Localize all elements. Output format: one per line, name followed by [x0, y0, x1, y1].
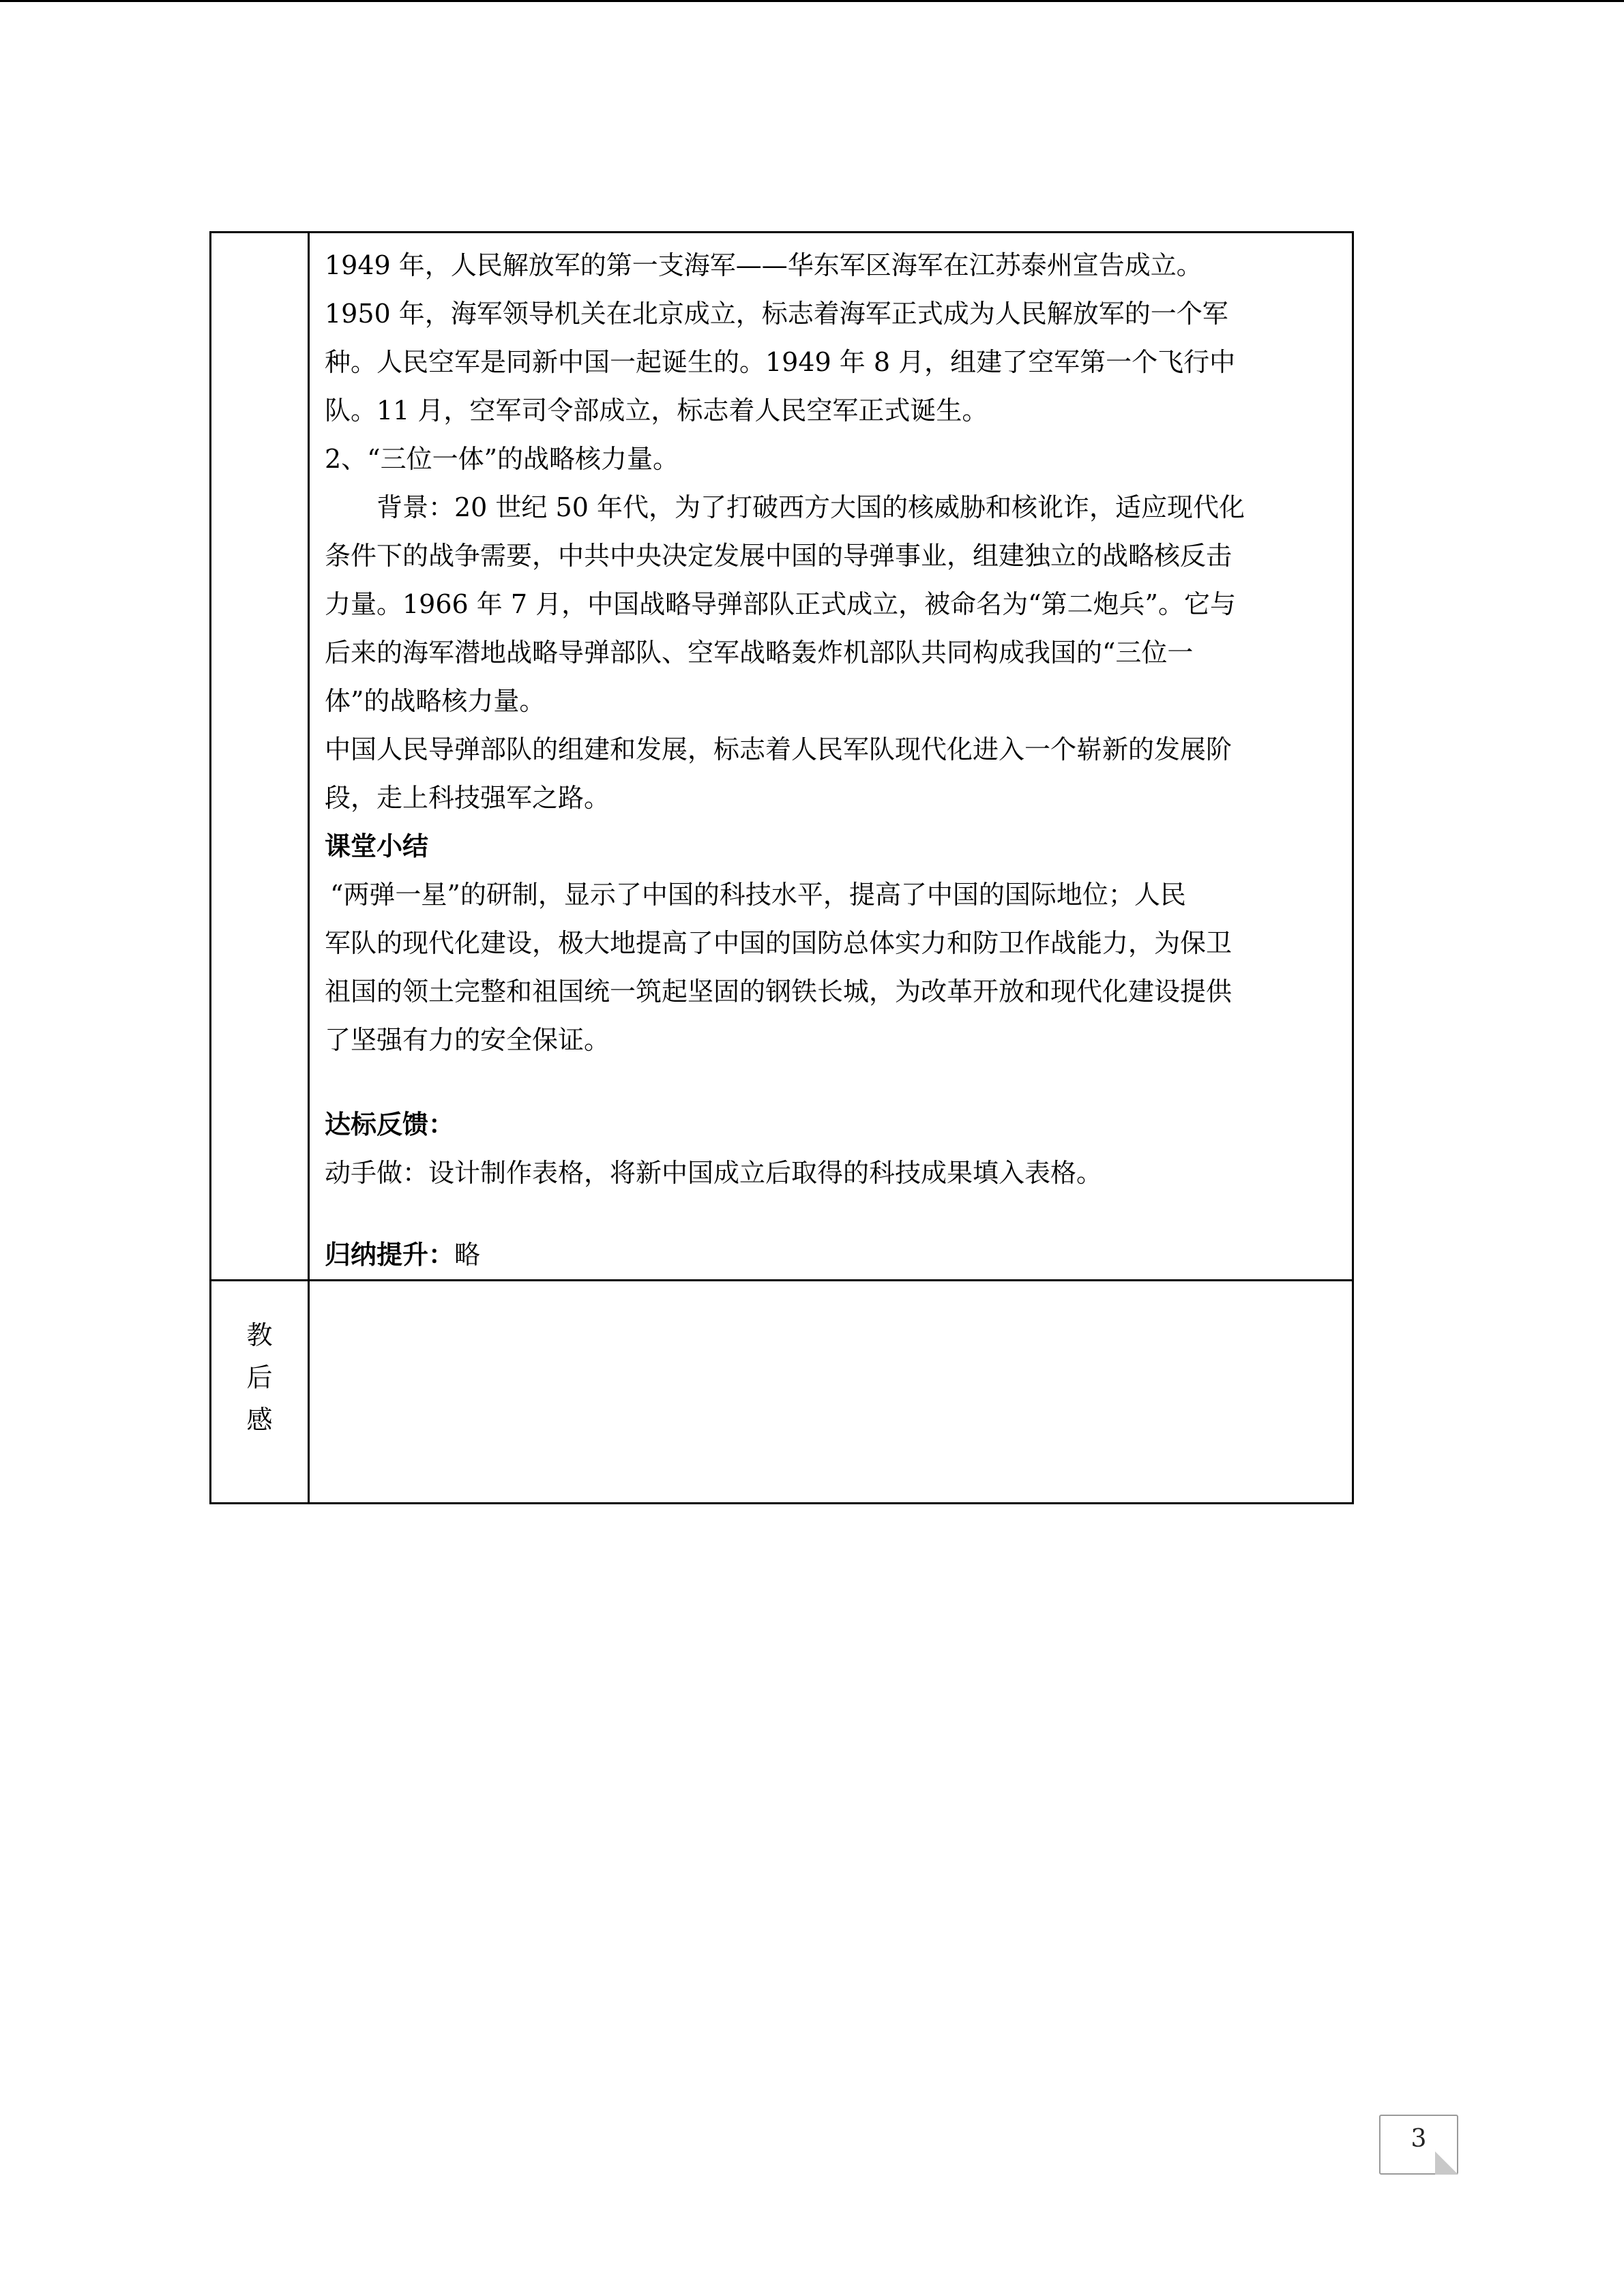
text-line: 后来的海军潜地战略导弹部队、空军战略轰炸机部队共同构成我国的“三位一 — [325, 638, 1194, 668]
reflection-label: 教后感 — [246, 1320, 273, 1435]
section-heading: 2、“三位一体”的战略核力量。 — [325, 444, 679, 474]
top-border-rule — [0, 0, 1624, 2]
reflection-label-cell — [211, 1281, 309, 1504]
reflection-row — [211, 1281, 1353, 1504]
text-line: 力量。1966 年 7 月，中国战略导弹部队正式成立，被命名为“第二炮兵”。它与 — [325, 589, 1236, 619]
spacer — [325, 1197, 1327, 1231]
content-label-cell — [211, 233, 309, 1281]
feedback-heading: 达标反馈： — [325, 1109, 455, 1139]
content-cell — [309, 233, 1353, 1281]
summary-line: 了坚强有力的安全保证。 — [325, 1025, 610, 1055]
conclusion-text: 略 — [454, 1240, 481, 1270]
conclusion-line — [325, 1231, 1327, 1279]
page-number-box — [1379, 2115, 1458, 2175]
text-line: 1950 年，海军领导机关在北京成立，标志着海军正式成为人民解放军的一个军 — [325, 299, 1228, 329]
text-line: 段，走上科技强军之路。 — [325, 783, 610, 813]
text-line: 队。11 月，空军司令部成立，标志着人民空军正式诞生。 — [325, 396, 988, 426]
conclusion-heading: 归纳提升： — [325, 1240, 455, 1270]
summary-line: 祖国的领土完整和祖国统一筑起坚固的钢铁长城，为改革开放和现代化建设提供 — [325, 976, 1232, 1007]
reflection-content-cell — [309, 1281, 1353, 1504]
text-line: 条件下的战争需要，中共中央决定发展中国的导弹事业，组建独立的战略核反击 — [325, 541, 1232, 571]
text-line: 背景：20 世纪 50 年代，为了打破西方大国的核威胁和核讹诈，适应现代化 — [377, 492, 1245, 522]
text-line: 体”的战略核力量。 — [325, 686, 546, 716]
feedback-text: 动手做：设计制作表格，将新中国成立后取得的科技成果填入表格。 — [325, 1158, 1103, 1188]
text-line: 1949 年，人民解放军的第一支海军——华东军区海军在江苏泰州宣告成立。 — [325, 250, 1202, 280]
page-number: 3 — [1411, 2125, 1427, 2153]
summary-line: “两弹一星”的研制，显示了中国的科技水平，提高了中国的国际地位；人民 — [330, 880, 1186, 910]
text-line: 种。人民空军是同新中国一起诞生的。1949 年 8 月，组建了空军第一个飞行中 — [325, 347, 1236, 377]
summary-heading: 课堂小结 — [325, 831, 429, 861]
spacer — [325, 1064, 1327, 1101]
page-curl-icon — [1435, 2151, 1458, 2175]
content-row — [211, 233, 1353, 1281]
text-line: 中国人民导弹部队的组建和发展，标志着人民军队现代化进入一个崭新的发展阶 — [325, 734, 1232, 764]
lesson-plan-table — [209, 231, 1354, 1504]
summary-line: 军队的现代化建设，极大地提高了中国的国防总体实力和防卫作战能力，为保卫 — [325, 928, 1232, 958]
